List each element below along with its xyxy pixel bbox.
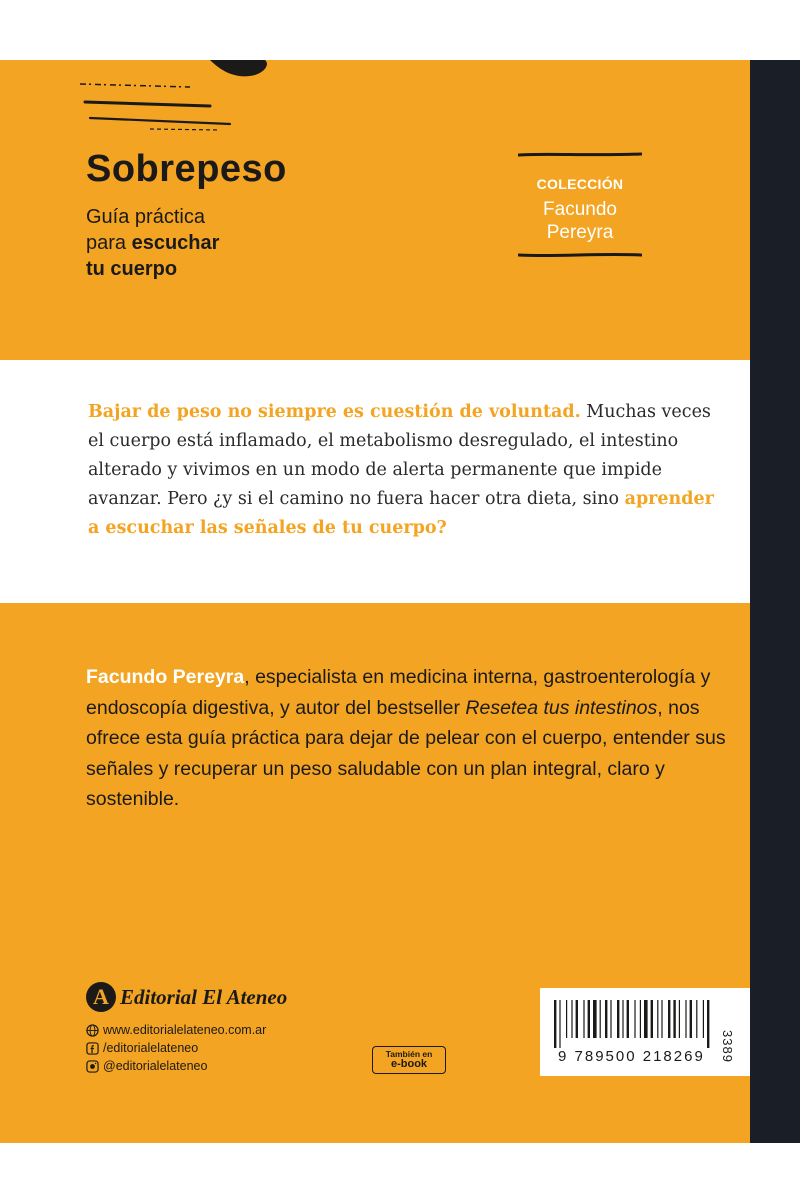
bio-text-1: , especialista en medicina interna, gastroenterología y endoscopía digestiva, y autor del bestseller xyxy=(86,666,711,719)
barcode-bar xyxy=(707,1000,709,1048)
collection-bottom-stroke xyxy=(518,252,642,258)
barcode-bar xyxy=(605,1000,607,1038)
author-bio xyxy=(86,662,726,815)
barcode-bar xyxy=(651,1000,653,1038)
barcode-bar xyxy=(685,1000,686,1038)
barcode-bar xyxy=(673,1000,675,1038)
publisher-logo-icon: A xyxy=(86,982,116,1012)
barcode-bar xyxy=(657,1000,658,1038)
bio-text-2: , nos ofrece esta guía práctica para dejar de pelear con el cuerpo, entender sus señales y recuperar un peso saludable con un plan integral, claro y sostenible. xyxy=(86,696,726,810)
barcode-bar xyxy=(576,1000,578,1038)
barcode-bar xyxy=(583,1000,584,1038)
facebook-row xyxy=(86,1039,266,1057)
ebook-line-1: También en xyxy=(385,1049,433,1059)
brush-stroke-decoration xyxy=(60,60,280,140)
website-link: www.editorialelateneo.com.ar xyxy=(103,1023,267,1037)
collection-label: COLECCIÓN xyxy=(536,176,624,192)
barcode-bar xyxy=(696,1000,697,1038)
barcode-bar xyxy=(679,1000,680,1038)
barcode-bar xyxy=(610,1000,611,1038)
barcode-bar xyxy=(661,1000,662,1038)
barcode-bar xyxy=(571,1000,572,1038)
blurb-closing: aprender a escuchar las señales de tu cuerpo? xyxy=(88,489,714,538)
facebook-link: /editorialelateneo xyxy=(103,1041,199,1055)
instagram-row xyxy=(86,1057,266,1075)
collection-name xyxy=(520,198,640,244)
subtitle-line-3-bold: tu cuerpo xyxy=(86,258,178,280)
barcode-bar xyxy=(668,1000,670,1038)
globe-icon xyxy=(86,1024,99,1037)
ebook-badge xyxy=(372,1046,446,1074)
barcode-bar xyxy=(634,1000,635,1038)
publisher-name: Editorial El Ateneo xyxy=(120,984,288,1009)
instagram-link: @editorialelateneo xyxy=(103,1059,208,1073)
author-name: Facundo Pereyra xyxy=(86,666,245,688)
barcode-bar xyxy=(554,1000,556,1048)
barcode-bar xyxy=(703,1000,704,1038)
barcode-bar xyxy=(622,1000,623,1038)
book-title: Sobrepeso xyxy=(86,148,287,190)
collection-name-line-1: Facundo xyxy=(543,199,617,220)
blurb-text xyxy=(88,398,728,543)
subtitle-line-2 xyxy=(86,230,219,256)
instagram-icon xyxy=(86,1060,99,1073)
publisher-logo xyxy=(86,982,287,1012)
collection-name-line-2: Pereyra xyxy=(546,222,614,243)
bio-book-title: Resetea tus intestinos xyxy=(465,696,658,719)
collection-top-stroke xyxy=(518,152,642,158)
barcode-bar xyxy=(559,1000,560,1048)
facebook-icon xyxy=(86,1042,99,1055)
subtitle-line-2-bold: escuchar xyxy=(131,232,220,254)
barcode-bar xyxy=(588,1000,590,1038)
collection-badge xyxy=(520,152,640,258)
barcode-bar xyxy=(644,1000,648,1038)
subtitle-line-2-plain: para xyxy=(86,232,132,254)
book-subtitle xyxy=(86,204,219,282)
publisher-contact xyxy=(86,1021,266,1075)
ebook-line-2: e-book xyxy=(390,1058,428,1070)
isbn-number: 9 789500 218269 xyxy=(558,1048,705,1065)
book-spine xyxy=(750,60,800,1143)
barcode-bar xyxy=(566,1000,567,1038)
barcode-bar xyxy=(593,1000,597,1038)
barcode-bar xyxy=(640,1000,641,1038)
barcode-side-code: 3389 xyxy=(720,1030,735,1063)
blurb-body: Muchas veces el cuerpo está inflamado, el metabolismo desregulado, el intestino alterado y vivimos en un modo de alerta permanente que impide avanzar. Pero ¿y si el camino no fuera hacer otra dieta, sino xyxy=(88,402,711,509)
barcode-bar xyxy=(690,1000,692,1038)
subtitle-line-1: Guía práctica xyxy=(86,206,205,228)
subtitle-line-3 xyxy=(86,256,219,282)
barcode-bar xyxy=(627,1000,629,1038)
blurb-headline: Bajar de peso no siempre es cuestión de voluntad. xyxy=(88,402,581,422)
barcode-bar xyxy=(600,1000,601,1038)
barcode xyxy=(554,1000,730,1048)
barcode-bar xyxy=(617,1000,619,1038)
website-row xyxy=(86,1021,266,1039)
